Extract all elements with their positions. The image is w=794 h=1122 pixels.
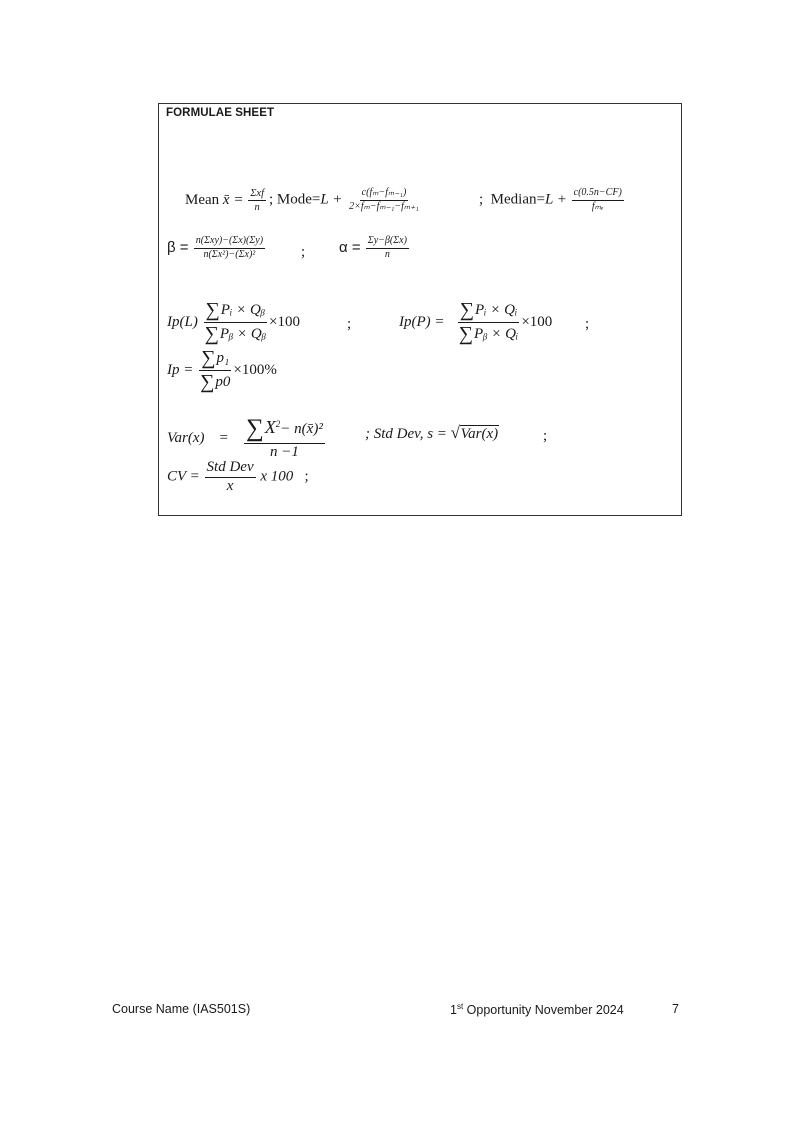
footer-course-name: Course Name (IAS501S) [112, 1002, 251, 1016]
beta-numerator: n(Σxy)−(Σx)(Σy) [194, 236, 265, 249]
var-lhs: Var(x) [167, 429, 205, 446]
ip-times100pct: ×100% [233, 361, 277, 378]
footer-opportunity [450, 1002, 624, 1017]
mean-lhs: x̄ = [222, 191, 244, 208]
formulae-sheet-box [158, 103, 682, 516]
ip-numerator: p₁ [216, 350, 230, 366]
beta-denominator: n(Σx²)−(Σx)² [203, 248, 256, 260]
opportunity-number: 1 [450, 1003, 457, 1018]
std-radicand: Var(x) [460, 426, 499, 442]
ipp-separator: ; [585, 316, 590, 332]
cv-fraction [205, 460, 256, 495]
beta-lhs: β = [167, 238, 189, 256]
ipl-numerator: Pᵢ × Qᵦ [220, 302, 266, 318]
ip-paasche-formula [399, 300, 552, 345]
std-separator: ; [543, 428, 548, 444]
median-label: Median= [490, 191, 545, 208]
median-formula [479, 188, 625, 212]
mode-label: Mode= [276, 191, 321, 208]
ipp-fraction: $\frac{\text{∑Pᵢ × Qᵢ}}{\text{∑Pᵦ × Qᵢ}}$ [458, 299, 519, 345]
mean-denominator: n [254, 202, 260, 214]
ip-lhs: Ip = [167, 361, 194, 378]
std-label: ; Std Dev, s = [365, 426, 447, 442]
ipp-lhs: Ip(P) = [399, 313, 445, 330]
cv-numerator: Std Dev [205, 460, 256, 478]
ip-simple-formula [167, 348, 277, 393]
mode-numerator: c(fₘ−fₘ₋₁) [360, 188, 409, 201]
ipp-numerator: Pᵢ × Qᵢ [474, 302, 518, 318]
cv-separator: ; [304, 468, 309, 485]
footer-page-number: 7 [672, 1002, 679, 1016]
formulae-sheet-title: FORMULAE SHEET [166, 107, 275, 119]
ip-laspeyres-formula [167, 300, 300, 345]
ip-denominator: p0 [215, 374, 231, 390]
ipl-lhs: Ip(L) [167, 313, 198, 330]
alpha-denominator: n [384, 248, 390, 260]
var-num-rest: − n(x̄)² [280, 421, 323, 437]
ipl-fraction: $\frac{\text{∑Pᵢ × Qᵦ}}{\text{∑Pᵦ × Qᵦ}}$ [204, 299, 266, 345]
median-denominator: fₘₑ [591, 200, 604, 212]
opportunity-superscript: st [456, 1002, 464, 1011]
mode-denominator: 2×fₘ−fₘ₋₁−fₘ₊₁ [349, 200, 419, 212]
var-denominator: n −1 [269, 444, 299, 461]
var-eq: = [219, 429, 228, 446]
opportunity-text: Opportunity November 2024 [463, 1003, 624, 1018]
mode-formula [269, 188, 422, 212]
alpha-numerator: Σy−β(Σx) [366, 236, 409, 249]
mean-fraction [248, 188, 266, 213]
ipl-separator: ; [347, 316, 352, 332]
variance-formula [167, 416, 326, 461]
ipp-times100: ×100 [521, 313, 553, 330]
mode-fraction [347, 188, 421, 212]
alpha-formula [339, 236, 410, 260]
mean-label: Mean [185, 191, 220, 208]
sqrt-symbol: √ Var(x) [450, 423, 499, 442]
alpha-fraction [366, 236, 409, 260]
beta-formula [167, 236, 266, 260]
ipp-denominator: Pᵦ × Qᵢ [474, 326, 519, 342]
separator: ; [479, 191, 484, 208]
ip-fraction: $\frac{\text{∑p₁}}{\sum p0}$ [200, 347, 231, 393]
ipl-denominator: Pᵦ × Qᵦ [219, 326, 266, 342]
cv-times100: x 100 [260, 468, 294, 485]
mean-formula [185, 188, 267, 213]
cv-lhs: CV = [167, 468, 200, 485]
cv-formula [167, 460, 309, 495]
stddev-formula [365, 423, 499, 443]
cv-denominator: x [226, 477, 234, 494]
median-numerator: c(0.5n−CF) [572, 188, 624, 201]
separator: ; [269, 191, 274, 208]
mean-numerator: Σxf [248, 188, 266, 201]
beta-fraction [194, 236, 265, 260]
beta-separator: ; [301, 244, 306, 260]
median-fraction [572, 188, 624, 212]
mode-L: L + [320, 191, 343, 208]
var-fraction: $\frac{\sum X^2- n(x̄)^2}{n -1}$ [245, 415, 323, 461]
alpha-lhs: α = [339, 238, 361, 256]
median-L: L + [544, 191, 567, 208]
ipl-times100: ×100 [269, 313, 300, 330]
var-num-x: X [264, 417, 276, 437]
